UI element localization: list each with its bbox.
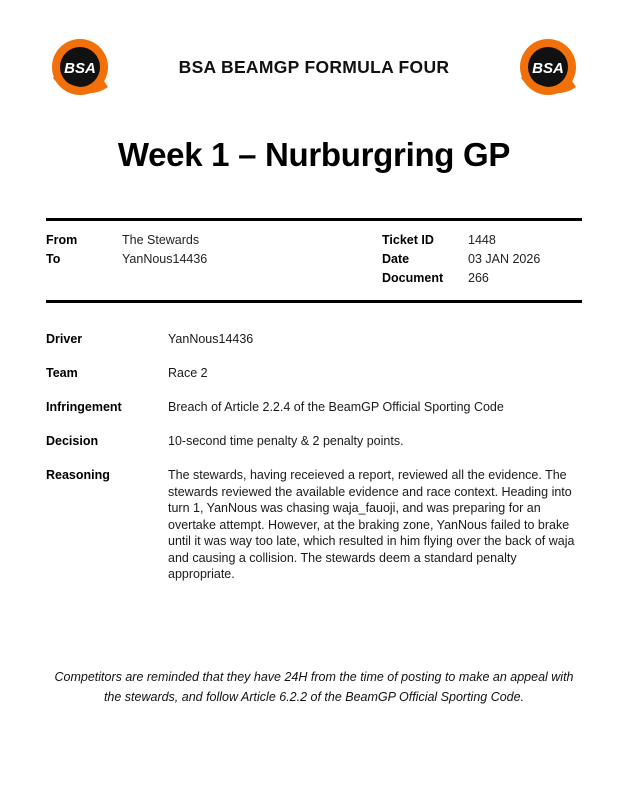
detail-row-reasoning: [46, 467, 582, 583]
meta-block: [46, 221, 582, 300]
meta-label-ticket-id: Ticket ID: [382, 233, 434, 247]
meta-label-document: Document: [382, 271, 444, 285]
label-infringement: Infringement: [46, 400, 122, 414]
meta-column-left: [46, 231, 382, 288]
label-driver: Driver: [46, 332, 83, 346]
meta-label-from: From: [46, 233, 78, 247]
meta-left-labels: [46, 231, 122, 288]
page-title: Week 1 – Nurburgring GP: [117, 136, 511, 173]
detail-row-team: [46, 365, 582, 382]
value-decision: 10-second time penalty & 2 penalty points.: [168, 434, 404, 448]
meta-column-right: [382, 231, 582, 288]
label-team: Team: [46, 366, 78, 380]
header-title: BSA BEAMGP FORMULA FOUR: [178, 56, 450, 77]
label-reasoning: Reasoning: [46, 468, 110, 482]
meta-label-to: To: [46, 252, 61, 266]
appeal-notice: Competitors are reminded that they have 24H from the time of posting to make an appeal with the stewards, and follow Article 6.2.2 of the BeamGP Official Sporting Code.: [54, 670, 574, 704]
bsa-logo-right: [514, 33, 582, 101]
detail-row-decision: [46, 433, 582, 450]
detail-row-infringement: [46, 399, 582, 416]
divider-bottom: [46, 300, 582, 303]
meta-value-document: 266: [468, 271, 489, 285]
detail-row-driver: [46, 331, 582, 348]
meta-value-ticket-id: 1448: [468, 233, 496, 247]
meta-value-to: YanNous14436: [122, 252, 208, 266]
meta-right-labels: [382, 231, 468, 288]
svg-text:BSA: BSA: [532, 60, 564, 77]
label-decision: Decision: [46, 434, 99, 448]
meta-label-date: Date: [382, 252, 410, 266]
value-infringement: Breach of Article 2.2.4 of the BeamGP Official Sporting Code: [168, 400, 504, 414]
meta-value-date: 03 JAN 2026: [468, 252, 541, 266]
bsa-logo-left: [46, 33, 114, 101]
meta-right-values: [468, 231, 540, 288]
document-header: [46, 0, 582, 88]
value-team: Race 2: [168, 366, 208, 380]
value-reasoning: The stewards, having receieved a report, reviewed all the evidence. The stewards reviewed the available evidence and race context. Heading into turn 1, YanNous was chasing waja_fauoji, and was preparing for an overtake attempt. However, at the braking zone, YanNous failed to brake until it was way too late, which resulted in him flying over the back of waja and causing a collision. The stewards deem a standard penalty appropriate.: [168, 468, 575, 581]
meta-left-values: [122, 231, 207, 288]
meta-value-from: The Stewards: [122, 233, 200, 247]
value-driver: YanNous14436: [168, 332, 254, 346]
svg-text:BSA: BSA: [64, 60, 96, 77]
detail-rows: [46, 331, 582, 583]
